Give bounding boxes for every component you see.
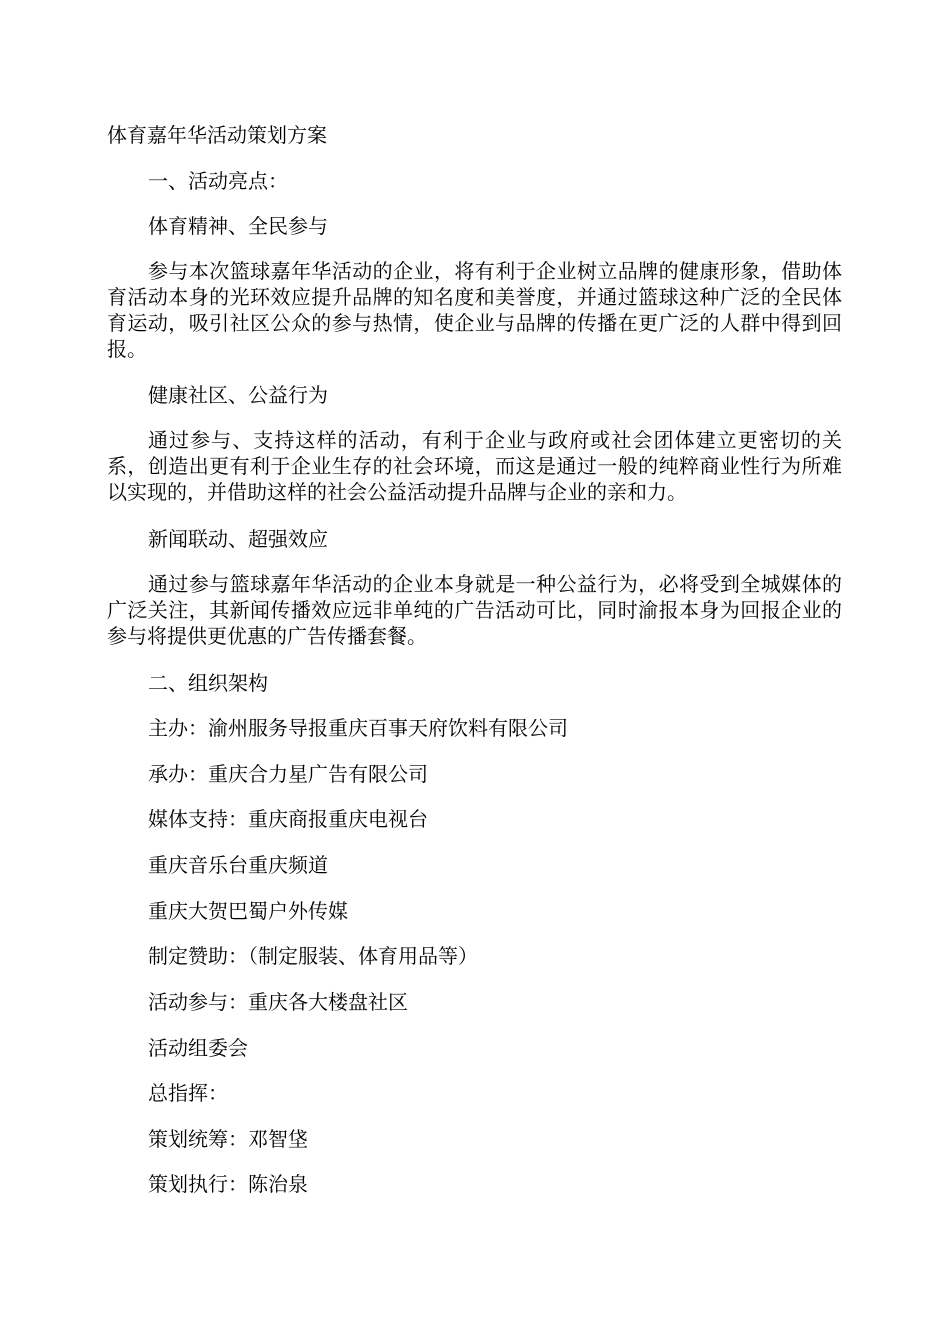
org-line-planning-execution: 策划执行：陈治泉	[148, 1172, 308, 1196]
org-line-planning-coordination: 策划统筹：邓智垡	[148, 1127, 308, 1151]
org-line-sponsor: 制定赞助：（制定服装、体育用品等）	[148, 944, 478, 968]
paragraph-news-linkage: 通过参与篮球嘉年华活动的企业本身就是一种公益行为，必将受到全城媒体的广泛关注，其新闻传播效应远非单纯的广告活动可比，同时渝报本身为回报企业的参与将提供更优惠的广告传播套餐。	[107, 572, 842, 648]
document-title: 体育嘉年华活动策划方案	[107, 123, 327, 147]
org-line-host: 主办：渝州服务导报重庆百事天府饮料有限公司	[148, 716, 568, 740]
org-line-media-outdoor: 重庆大贺巴蜀户外传媒	[148, 899, 348, 923]
subheading-healthy-community: 健康社区、公益行为	[148, 383, 328, 407]
org-line-media-support: 媒体支持：重庆商报重庆电视台	[148, 807, 428, 831]
org-line-participants: 活动参与：重庆各大楼盘社区	[148, 990, 408, 1014]
org-line-committee: 活动组委会	[148, 1036, 248, 1060]
paragraph-sports-spirit: 参与本次篮球嘉年华活动的企业，将有利于企业树立品牌的健康形象，借助体育活动本身的光环效应提升品牌的知名度和美誉度，并通过篮球这种广泛的全民体育运动，吸引社区公众的参与热情，使企业与品牌的传播在更广泛的人群中得到回报。	[107, 259, 842, 361]
org-line-organizer: 承办：重庆合力星广告有限公司	[148, 762, 428, 786]
subheading-news-linkage: 新闻联动、超强效应	[148, 527, 328, 551]
org-line-commander: 总指挥：	[148, 1081, 228, 1105]
section-heading-highlights: 一、活动亮点：	[148, 169, 288, 193]
section-heading-organization: 二、组织架构	[148, 671, 268, 695]
paragraph-healthy-community: 通过参与、支持这样的活动，有利于企业与政府或社会团体建立更密切的关系，创造出更有利于企业生存的社会环境，而这是通过一般的纯粹商业性行为所难以实现的，并借助这样的社会公益活动提升品牌与企业的亲和力。	[107, 428, 842, 504]
subheading-sports-spirit: 体育精神、全民参与	[148, 214, 328, 238]
org-line-media-radio: 重庆音乐台重庆频道	[148, 853, 328, 877]
